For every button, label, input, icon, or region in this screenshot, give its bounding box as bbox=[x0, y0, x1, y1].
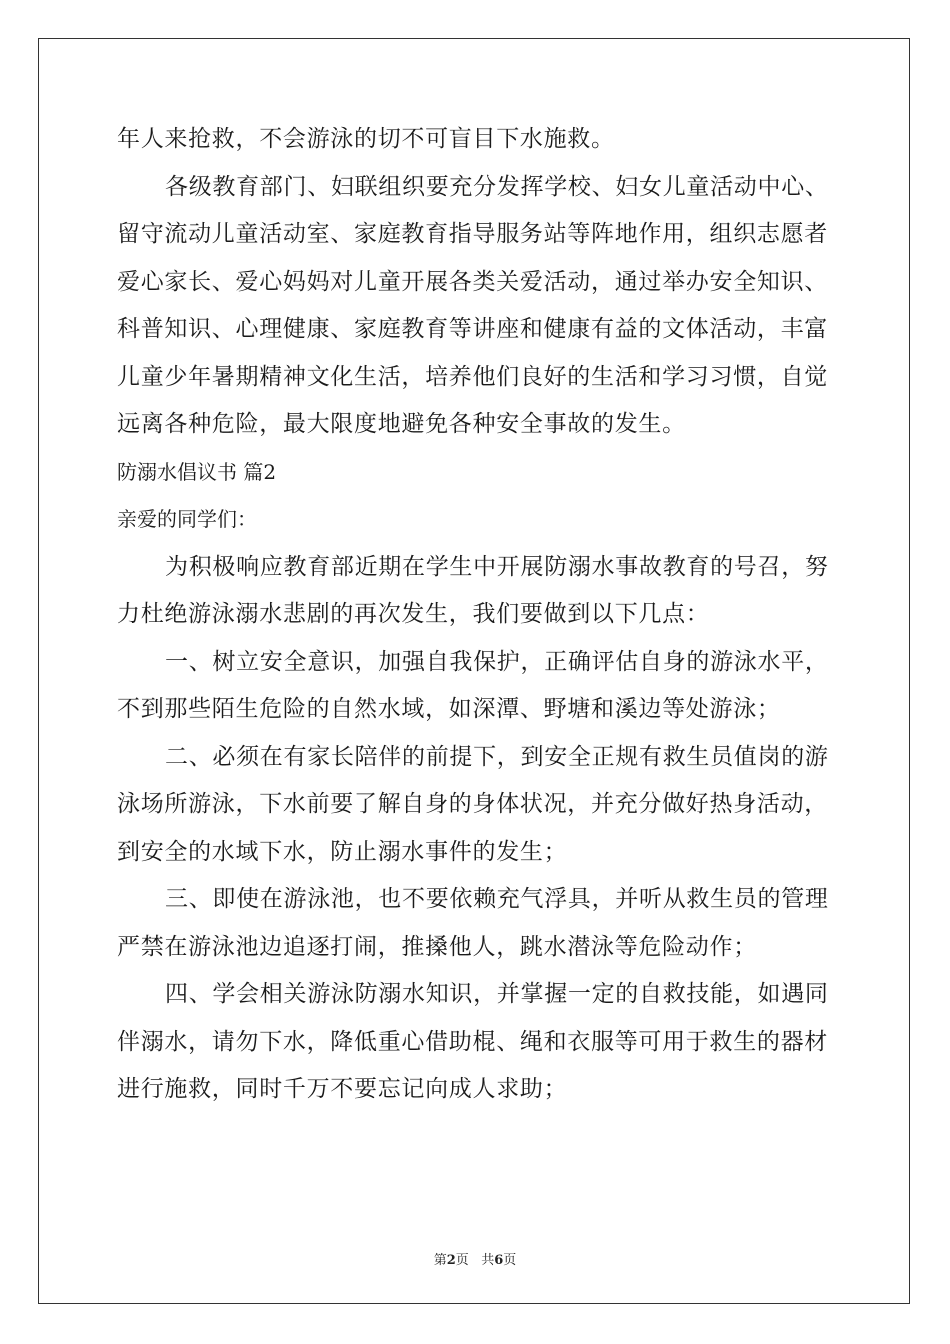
text-line: 留守流动儿童活动室、家庭教育指导服务站等阵地作用，组织志愿者 bbox=[117, 221, 828, 247]
text-line: 远离各种危险，最大限度地避免各种安全事故的发生。 bbox=[117, 411, 686, 437]
text-line: 爱心家长、爱心妈妈对儿童开展各类关爱活动，通过举办安全知识、 bbox=[117, 268, 828, 295]
text-line: 严禁在游泳池边追逐打闹，推搡他人，跳水潜泳等危险动作； bbox=[117, 933, 757, 960]
total-prefix: 共 bbox=[481, 1253, 495, 1268]
text-line: 三、即使在游泳池，也不要依赖充气浮具，并听从救生员的管理 bbox=[165, 886, 829, 912]
section-heading: 亲爱的同学们： bbox=[117, 507, 257, 531]
page-footer bbox=[0, 1249, 950, 1268]
page-suffix: 页 bbox=[455, 1253, 469, 1268]
text-line: 年人来抢救，不会游泳的切不可盲目下水施救。 bbox=[117, 126, 615, 152]
text-line: 科普知识、心理健康、家庭教育等讲座和健康有益的文体活动，丰富 bbox=[117, 316, 828, 342]
text-line: 各级教育部门、妇联组织要充分发挥学校、妇女儿童活动中心、 bbox=[165, 173, 829, 200]
text-line: 伴溺水，请勿下水，降低重心借助棍、绳和衣服等可用于救生的器材 bbox=[117, 1028, 828, 1055]
text-line: 不到那些陌生危险的自然水域，如深潭、野塘和溪边等处游泳； bbox=[117, 696, 781, 722]
text-line: 为积极响应教育部近期在学生中开展防溺水事故教育的号召，努 bbox=[165, 553, 829, 580]
document-body bbox=[117, 128, 833, 1126]
text-line: 泳场所游泳，下水前要了解自身的身体状况，并充分做好热身活动， bbox=[117, 791, 828, 817]
page-number: 2 bbox=[446, 1253, 456, 1268]
total-pages: 6 bbox=[494, 1253, 504, 1268]
text-line: 进行施救，同时千万不要忘记向成人求助； bbox=[117, 1076, 568, 1102]
text-line: 一、树立安全意识，加强自我保护，正确评估自身的游泳水平， bbox=[165, 648, 829, 675]
total-suffix: 页 bbox=[503, 1253, 517, 1268]
text-line: 二、必须在有家长陪伴的前提下，到安全正规有救生员值岗的游 bbox=[165, 743, 829, 770]
text-line: 四、学会相关游泳防溺水知识，并掌握一定的自救技能，如遇同 bbox=[165, 981, 829, 1007]
page-prefix: 第 bbox=[433, 1253, 447, 1268]
text-line: 儿童少年暑期精神文化生活，培养他们良好的生活和学习习惯，自觉 bbox=[117, 363, 828, 390]
section-heading: 防溺水倡议书 篇2 bbox=[117, 459, 277, 484]
text-line: 力杜绝游泳溺水悲剧的再次发生，我们要做到以下几点： bbox=[117, 601, 710, 627]
text-line: 到安全的水域下水，防止溺水事件的发生； bbox=[117, 838, 568, 865]
